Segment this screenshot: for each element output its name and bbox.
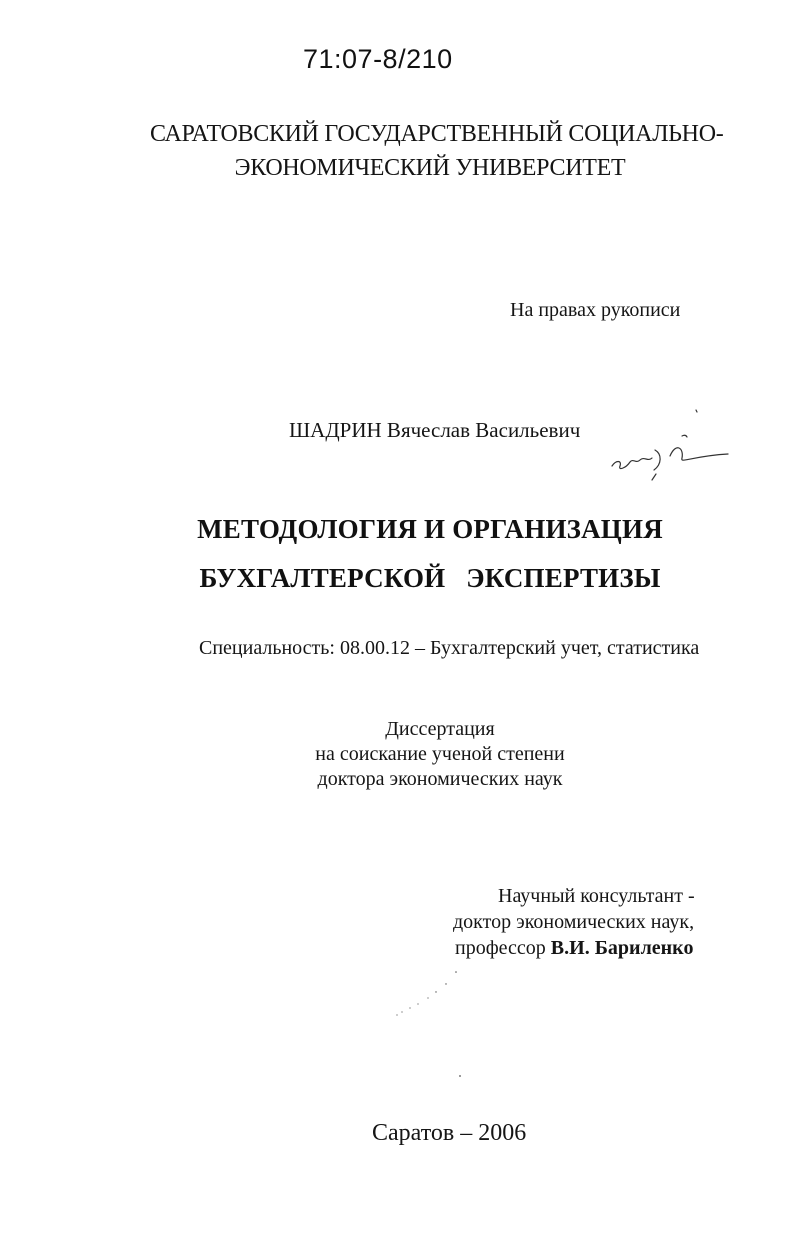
degree-line-3: доктора экономических наук [317,768,563,790]
university-name [150,117,724,185]
city-year: Саратов – 2006 [372,1120,527,1146]
scan-specks [380,960,490,1090]
rights-note: На правах рукописи [510,299,681,321]
consultant-line-1: Научный консультант - [498,885,695,907]
dissertation-title [150,505,710,603]
university-line-1: САРАТОВСКИЙ ГОСУДАРСТВЕННЫЙ СОЦИАЛЬНО- [150,121,724,147]
consultant-name: В.И. Бариленко [550,937,694,959]
scientific-consultant [440,883,720,961]
university-line-2: ЭКОНОМИЧЕСКИЙ УНИВЕРСИТЕТ [234,155,626,181]
consultant-line-2: доктор экономических наук, [453,911,695,933]
degree-statement [250,717,630,792]
consultant-line-3 [440,935,720,961]
handwritten-signature [600,398,740,488]
call-number: 71:07-8/210 [303,44,453,74]
consultant-title: профессор [455,937,546,959]
title-line-2: БУХГАЛТЕРСКОЙ ЭКСПЕРТИЗЫ [199,563,661,593]
degree-line-1: Диссертация [385,718,495,740]
author-name: ШАДРИН Вячеслав Васильевич [289,418,581,442]
specialty: Специальность: 08.00.12 – Бухгалтерский учет, статистика [199,637,700,659]
degree-line-2: на соискание ученой степени [315,743,565,765]
title-line-1: МЕТОДОЛОГИЯ И ОРГАНИЗАЦИЯ [197,514,663,544]
